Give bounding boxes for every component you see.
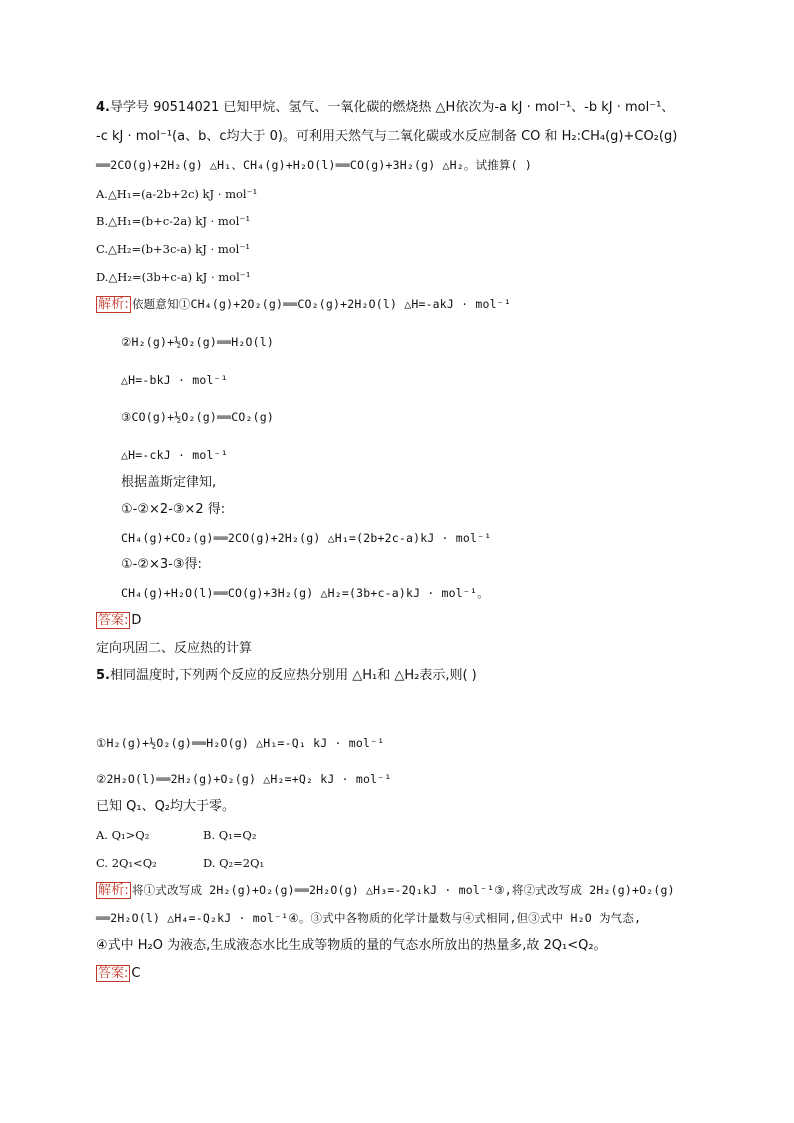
q4-step1-eq: CH₄(g)+CO₂(g)══2CO(g)+2H₂(g) △H₁=(2b+2c-a)kJ · mol⁻¹ bbox=[121, 531, 492, 545]
q5-analysis-1: 将①式改写成 2H₂(g)+O₂(g)══2H₂O(g) △H₃=-2Q₁kJ · mol⁻¹③,将②式改写成 2H₂(g)+O₂(g) bbox=[131, 883, 675, 897]
q4-stem-3: ══2CO(g)+2H₂(g) △H₁、CH₄(g)+H₂O(l)══CO(g)+3H₂(g) △H₂。试推算( ) bbox=[96, 158, 533, 172]
section-title: 定向巩固二、反应热的计算 bbox=[96, 641, 253, 656]
q5-eq2: ②2H₂O(l)══2H₂(g)+O₂(g) △H₂=+Q₂ kJ · mol⁻¹ bbox=[96, 772, 392, 786]
q4-answer-label: 答案: bbox=[98, 613, 129, 628]
q5-option-d: D. Q₂=2Q₁ bbox=[203, 856, 265, 870]
q5-line-1 bbox=[96, 668, 477, 684]
q4-number: 4. bbox=[96, 100, 110, 115]
q5-option-b: B. Q₁=Q₂ bbox=[203, 828, 257, 842]
q5-analysis-3: ④式中 H₂O 为液态,生成液态水比生成等物质的量的气态水所放出的热量多,故 2Q₁<Q₂。 bbox=[96, 938, 607, 953]
q4-step2: ①-②×3-③得: bbox=[121, 557, 202, 572]
q4-line-1 bbox=[96, 100, 674, 116]
q5-option-c: C. 2Q₁<Q₂ bbox=[96, 856, 157, 870]
q4-analysis-intro-line bbox=[96, 296, 511, 313]
q5-option-a: A. Q₁>Q₂ bbox=[96, 828, 150, 842]
q5-known: 已知 Q₁、Q₂均大于零。 bbox=[96, 799, 236, 814]
q4-eq2-dh: △H=-bkJ · mol⁻¹ bbox=[121, 373, 228, 387]
q4-option-a: A.△H₁=(a-2b+2c) kJ · mol⁻¹ bbox=[96, 187, 258, 201]
q4-step1: ①-②×2-③×2 得: bbox=[121, 502, 226, 517]
q5-answer-label: 答案: bbox=[98, 966, 129, 981]
q5-analysis-label: 解析: bbox=[98, 883, 129, 898]
q4-stem-2: -c kJ · mol⁻¹(a、b、c均大于 0)。可利用天然气与二氧化碳或水反应制备 CO 和 H₂:CH₄(g)+CO₂(g) bbox=[96, 129, 678, 144]
q5-analysis-line-1 bbox=[96, 882, 675, 899]
q5-stem: 相同温度时,下列两个反应的反应热分别用 △H₁和 △H₂表示,则( ) bbox=[109, 668, 477, 683]
q5-answer: C bbox=[131, 966, 141, 981]
q4-analysis-intro: 依题意知①CH₄(g)+2O₂(g)══CO₂(g)+2H₂O(l) △H=-akJ · mol⁻¹ bbox=[131, 297, 512, 311]
q5-number: 5. bbox=[96, 668, 110, 683]
q4-hess: 根据盖斯定律知, bbox=[121, 475, 217, 490]
q4-option-b: B.△H₁=(b+c-2a) kJ · mol⁻¹ bbox=[96, 214, 251, 228]
q5-answer-line bbox=[96, 966, 140, 982]
q4-step2-eq: CH₄(g)+H₂O(l)══CO(g)+3H₂(g) △H₂=(3b+c-a)kJ · mol⁻¹。 bbox=[121, 586, 489, 600]
q4-eq3: ③CO(g)+½O₂(g)══CO₂(g) bbox=[121, 410, 274, 424]
q5-analysis-2: ══2H₂O(l) △H₄=-Q₂kJ · mol⁻¹④。③式中各物质的化学计量数与④式相同,但③式中 H₂O 为气态, bbox=[96, 911, 642, 925]
q4-analysis-label: 解析: bbox=[98, 297, 129, 312]
q4-eq2: ②H₂(g)+½O₂(g)══H₂O(l) bbox=[121, 335, 274, 349]
q4-answer: D bbox=[131, 613, 142, 628]
q4-stem-1: 导学号 90514021 已知甲烷、氢气、一氧化碳的燃烧热 △H依次为-a kJ · mol⁻¹、-b kJ · mol⁻¹、 bbox=[109, 100, 675, 115]
q4-answer-line bbox=[96, 613, 141, 629]
q4-option-c: C.△H₂=(b+3c-a) kJ · mol⁻¹ bbox=[96, 242, 251, 256]
q4-option-d: D.△H₂=(3b+c-a) kJ · mol⁻¹ bbox=[96, 270, 251, 284]
q5-eq1: ①H₂(g)+½O₂(g)══H₂O(g) △H₁=-Q₁ kJ · mol⁻¹ bbox=[96, 736, 385, 750]
q4-eq3-dh: △H=-ckJ · mol⁻¹ bbox=[121, 448, 228, 462]
